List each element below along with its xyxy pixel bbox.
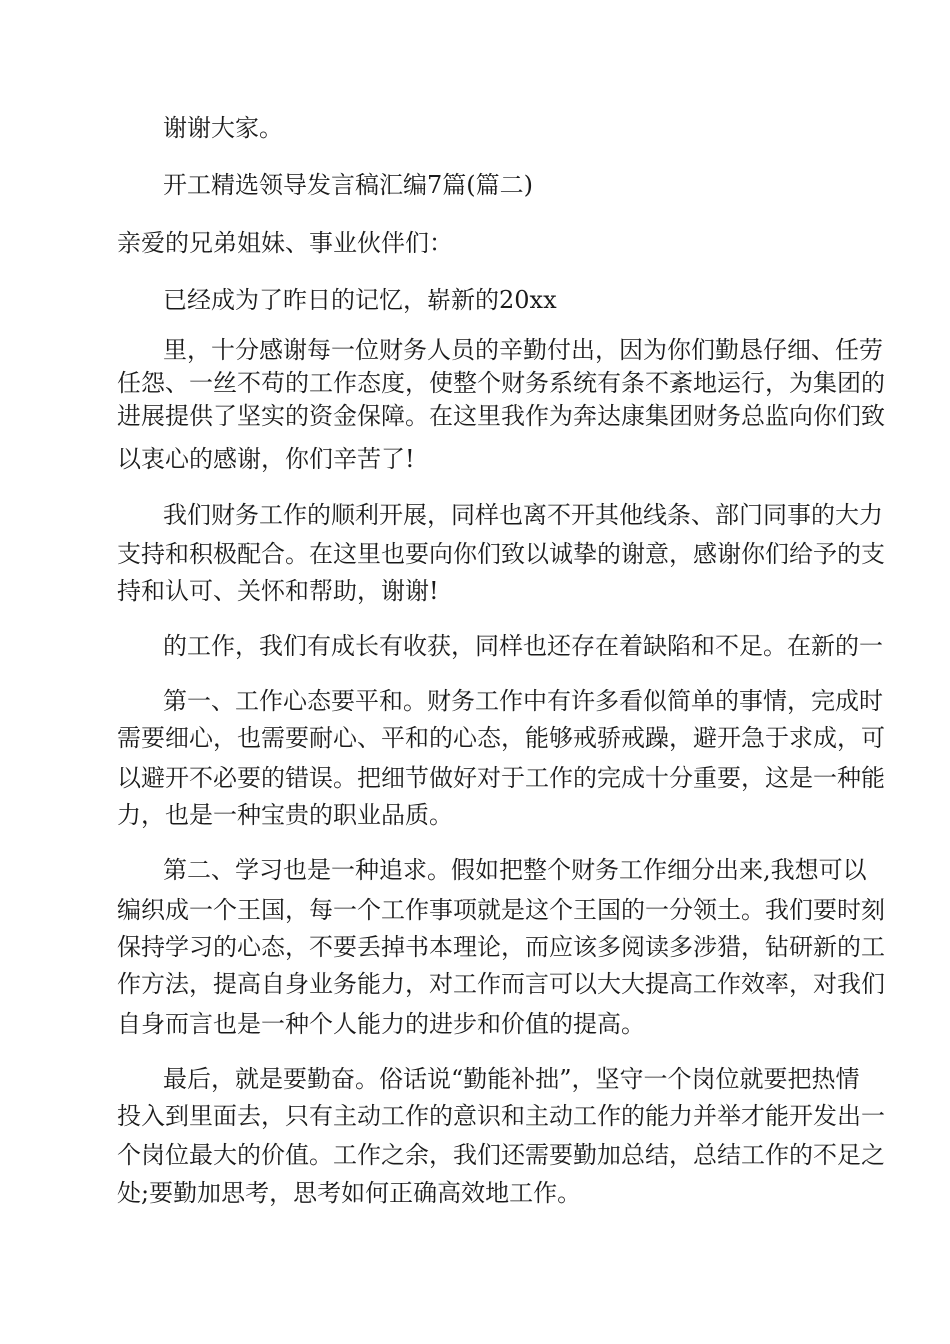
paragraph-line: 以避开不必要的错误。把细节做好对于工作的完成十分重要，这是一种能 xyxy=(117,764,885,792)
closing-line: 谢谢大家。 xyxy=(163,114,283,142)
paragraph-line: 第二、学习也是一种追求。假如把整个财务工作细分出来,我想可以 xyxy=(163,856,867,884)
paragraph-line: 需要细心，也需要耐心、平和的心态，能够戒骄戒躁，避开急于求成，可 xyxy=(117,724,885,752)
paragraph-line: 个岗位最大的价值。工作之余，我们还需要勤加总结，总结工作的不足之 xyxy=(117,1141,885,1169)
paragraph-line: 我们财务工作的顺利开展，同样也离不开其他线条、部门同事的大力 xyxy=(163,501,883,529)
paragraph-line: 力，也是一种宝贵的职业品质。 xyxy=(117,801,453,829)
section-heading: 开工精选领导发言稿汇编7篇(篇二) xyxy=(163,171,533,199)
paragraph-line: 投入到里面去，只有主动工作的意识和主动工作的能力并举才能开发出一 xyxy=(117,1102,885,1130)
paragraph-line: 里，十分感谢每一位财务人员的辛勤付出，因为你们勤恳仔细、任劳 xyxy=(163,336,883,364)
paragraph-line: 进展提供了坚实的资金保障。在这里我作为奔达康集团财务总监向你们致 xyxy=(117,402,885,430)
paragraph-line: 作方法，提高自身业务能力，对工作而言可以大大提高工作效率，对我们 xyxy=(117,970,885,998)
paragraph-line: 第一、工作心态要平和。财务工作中有许多看似简单的事情，完成时 xyxy=(163,687,883,715)
paragraph-line: 编织成一个王国，每一个工作事项就是这个王国的一分领土。我们要时刻 xyxy=(117,896,885,924)
paragraph-line: 自身而言也是一种个人能力的进步和价值的提高。 xyxy=(117,1010,645,1038)
paragraph-line: 以衷心的感谢，你们辛苦了! xyxy=(117,445,415,473)
paragraph-line: 支持和积极配合。在这里也要向你们致以诚挚的谢意，感谢你们给予的支 xyxy=(117,540,885,568)
paragraph-line: 最后，就是要勤奋。俗话说“勤能补拙”，坚守一个岗位就要把热情 xyxy=(163,1065,860,1093)
paragraph-line: 持和认可、关怀和帮助，谢谢! xyxy=(117,577,439,605)
paragraph-line: 已经成为了昨日的记忆，崭新的20xx xyxy=(163,286,557,314)
paragraph-line: 处;要勤加思考，思考如何正确高效地工作。 xyxy=(117,1179,582,1207)
salutation: 亲爱的兄弟姐妹、事业伙伴们： xyxy=(117,229,453,257)
paragraph-line: 任怨、一丝不苟的工作态度，使整个财务系统有条不紊地运行，为集团的 xyxy=(117,369,885,397)
paragraph-line: 的工作，我们有成长有收获，同样也还存在着缺陷和不足。在新的一 xyxy=(163,632,883,660)
paragraph-line: 保持学习的心态，不要丢掉书本理论，而应该多阅读多涉猎，钻研新的工 xyxy=(117,933,885,961)
